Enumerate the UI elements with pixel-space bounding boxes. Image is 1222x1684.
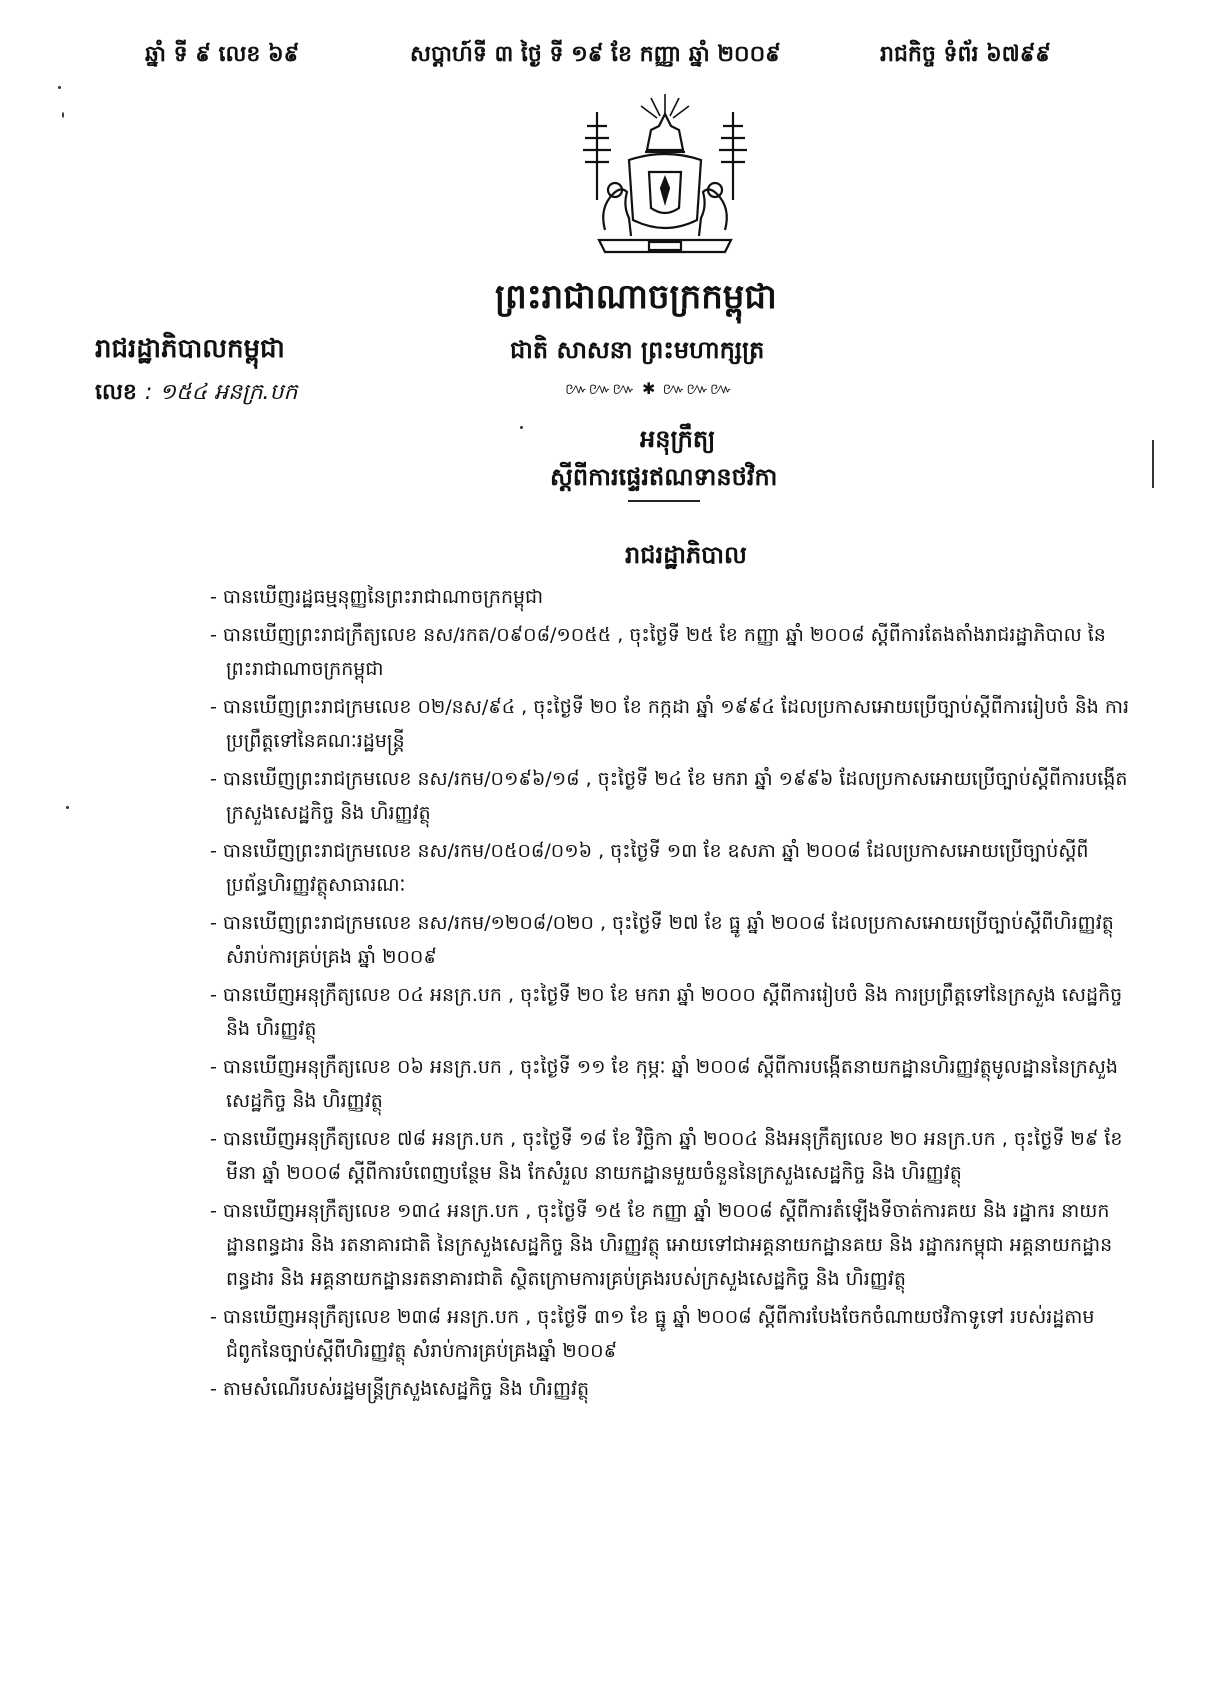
scan-speck — [62, 112, 64, 118]
document-subject: ស្តីពីការផ្ទេរឥណទានថវិកា — [550, 463, 778, 491]
preamble-item: - បានឃើញព្រះរាជក្រមលេខ ០២/នស/៩៤ , ចុះថ្ងៃទី ២០ ខែ កក្កដា ឆ្នាំ ១៩៩៤ ដែលប្រកាសអោយប្រើច្បាប់ស្តីពីការរៀបចំ និង ការប្រព្រឹត្តទៅនៃគណៈរដ្ឋមន្ត្រី — [210, 696, 1130, 752]
government-name: រាជរដ្ឋាភិបាលកម្ពុជា — [95, 334, 285, 364]
kingdom-title: ព្រះរាជាណាចក្រកម្ពុជា — [495, 277, 777, 317]
royal-coat-of-arms-icon — [565, 90, 765, 260]
reference-label: លេខ — [95, 380, 137, 405]
subject-underline — [628, 500, 700, 502]
preamble-list — [210, 580, 1130, 1410]
scan-speck — [66, 806, 69, 809]
gazette-issue: ឆ្នាំ ទី ៩ លេខ ៦៩ — [145, 42, 300, 67]
document-type: អនុក្រឹត្យ — [640, 425, 716, 453]
preamble-item: - បានឃើញអនុក្រឹត្យលេខ ១៣៤ អនក្រ.បក , ចុះថ្ងៃទី ១៥ ខែ កញ្ញា ឆ្នាំ ២០០៨ ស្តីពីការតំឡើងទីចាត់ការគយ និង រដ្ឋាករ នាយកដ្ឋានពន្ធដារ និង រតនាគារជាតិ នៃក្រសួងសេដ្ឋកិច្ច និង ហិរញ្ញវត្ថុ អោយទៅជាអគ្គនាយកដ្ឋានគយ និង រដ្ឋាករកម្ពុជា អគ្គនាយកដ្ឋានពន្ធដារ និង អគ្គនាយកដ្ឋានរតនាគារជាតិ ស្ថិតក្រោមការគ្រប់គ្រងរបស់ក្រសួងសេដ្ឋកិច្ច និង ហិរញ្ញវត្ថុ — [210, 1200, 1113, 1290]
preamble-item: - បានឃើញអនុក្រឹត្យលេខ ០៤ អនក្រ.បក , ចុះថ្ងៃទី ២០ ខែ មករា ឆ្នាំ ២០០០ ស្តីពីការរៀបចំ និង ការប្រព្រឹត្តទៅនៃក្រសួង សេដ្ឋកិច្ច និង ហិរញ្ញវត្ថុ — [210, 984, 1123, 1040]
preamble-item: - បានឃើញរដ្ឋធម្មនុញ្ញនៃព្រះរាជាណាចក្រកម្ពុជា — [210, 586, 544, 608]
preamble-item: - បានឃើញព្រះរាជក្រមលេខ នស/រកម/០៥០៨/០១៦ , ចុះថ្ងៃទី ១៣ ខែ ឧសភា ឆ្នាំ ២០០៨ ដែលប្រកាសអោយប្រើច្បាប់ស្តីពីប្រព័ន្ធហិរញ្ញវត្ថុសាធារណៈ — [210, 840, 1089, 896]
preamble-item: - បានឃើញអនុក្រឹត្យលេខ ២៣៨ អនក្រ.បក , ចុះថ្ងៃទី ៣១ ខែ ធ្នូ ឆ្នាំ ២០០៨ ស្តីពីការបែងចែកចំណាយថវិកាទូទៅ របស់រដ្ឋតាមជំពូកនៃច្បាប់ស្តីពីហិរញ្ញវត្ថុ សំរាប់ការគ្រប់គ្រងឆ្នាំ ២០០៩ — [210, 1306, 1095, 1362]
issuer-heading: រាជរដ្ឋាភិបាល — [625, 541, 747, 569]
reference-number — [95, 378, 297, 410]
preamble-item: - បានឃើញព្រះរាជក្រឹត្យលេខ នស/រកត/០៩០៨/១០៥៥ , ចុះថ្ងៃទី ២៥ ខែ កញ្ញា ឆ្នាំ ២០០៨ ស្តីពីការតែងតាំងរាជរដ្ឋាភិបាល នៃព្រះរាជាណាចក្រកម្ពុជា — [210, 624, 1106, 680]
preamble-item: - តាមសំណើរបស់រដ្ឋមន្ត្រីក្រសួងសេដ្ឋកិច្ច និង ហិរញ្ញវត្ថុ — [210, 1378, 590, 1400]
preamble-item: - បានឃើញព្រះរាជក្រមលេខ នស/រកម/១២០៨/០២០ , ចុះថ្ងៃទី ២៧ ខែ ធ្នូ ឆ្នាំ ២០០៨ ដែលប្រកាសអោយប្រើច្បាប់ស្តីពីហិរញ្ញវត្ថុ សំរាប់ការគ្រប់គ្រង ឆ្នាំ ២០០៩ — [210, 912, 1114, 968]
margin-mark — [1152, 440, 1154, 488]
scan-speck — [58, 86, 61, 89]
gazette-page: រាជកិច្ច ទំព័រ ៦៧៩៩ — [880, 42, 1051, 67]
preamble-item: - បានឃើញអនុក្រឹត្យលេខ ៧៨ អនក្រ.បក , ចុះថ្ងៃទី ១៨ ខែ វិច្ឆិកា ឆ្នាំ ២០០៤ និងអនុក្រឹត្យលេខ ២០ អនក្រ.បក , ចុះថ្ងៃទី ២៩ ខែ មីនា ឆ្នាំ ២០០៨ ស្តីពីការបំពេញបន្ថែម និង កែសំរួល នាយកដ្ឋានមួយចំនួននៃក្រសួងសេដ្ឋកិច្ច និង ហិរញ្ញវត្ថុ — [210, 1128, 1123, 1184]
national-motto: ជាតិ សាសនា ព្រះមហាក្សត្រ — [510, 336, 765, 364]
preamble-item: - បានឃើញអនុក្រឹត្យលេខ ០៦ អនក្រ.បក , ចុះថ្ងៃទី ១១ ខែ កុម្ភៈ ឆ្នាំ ២០០៨ ស្តីពីការបង្កើតនាយកដ្ឋានហិរញ្ញវត្ថុមូលដ្ឋាននៃក្រសួងសេដ្ឋកិច្ច និង ហិរញ្ញវត្ថុ — [210, 1056, 1118, 1112]
scan-speck — [520, 426, 523, 429]
reference-value: : ១៥៤ អនក្រ.បក — [144, 380, 298, 405]
gazette-date: សប្តាហ៍ទី ៣ ថ្ងៃ ទី ១៩ ខែ កញ្ញា ឆ្នាំ ២០០៩ — [410, 42, 781, 67]
ornament-divider: ៚៚៚ ✱ ៚៚៚ — [565, 379, 734, 398]
preamble-item: - បានឃើញព្រះរាជក្រមលេខ នស/រកម/០១៩៦/១៨ , ចុះថ្ងៃទី ២៤ ខែ មករា ឆ្នាំ ១៩៩៦ ដែលប្រកាសអោយប្រើច្បាប់ស្តីពីការបង្កើតក្រសួងសេដ្ឋកិច្ច និង ហិរញ្ញវត្ថុ — [210, 768, 1128, 824]
